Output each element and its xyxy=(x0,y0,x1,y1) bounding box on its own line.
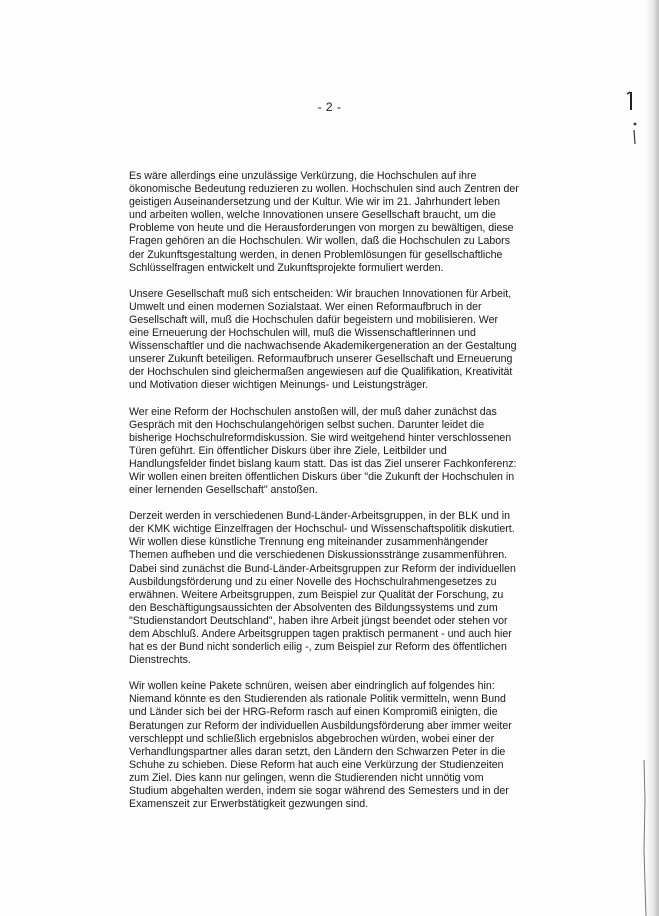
text-line: Themen aufheben und die verschiedenen Diskussionsstränge zusammenführen. xyxy=(129,549,508,562)
text-line: und Motivation dieser wichtigen Meinungs- und Leistungsträger. xyxy=(129,379,429,392)
text-line: Beratungen zur Reform der individuellen Ausbildungsförderung aber immer weiter xyxy=(129,719,512,732)
text-line: geistigen Auseinandersetzung und der Kultur. Wie wir im 21. Jahrhundert leben xyxy=(129,196,501,209)
text-line: Umwelt und einen modernen Sozialstaat. Wer einen Reformaufbruch in der xyxy=(129,300,482,313)
scan-edge-mark xyxy=(641,760,651,916)
text-line: einer lernenden Gesellschaft" anstoßen. xyxy=(129,484,318,497)
text-line: ökonomische Bedeutung reduzieren zu wollen. Hochschulen sind auch Zentren der xyxy=(129,183,519,196)
text-line: erwähnen. Weitere Arbeitsgruppen, zum Beispiel zur Qualität der Forschung, zu xyxy=(129,588,504,601)
text-line: Dabei sind zunächst die Bund-Länder-Arbeitsgruppen zur Reform der individuellen xyxy=(129,562,516,575)
paragraph-5 xyxy=(129,680,554,811)
text-line: Studium abgehalten werden, indem sie sogar während des Semesters und in der xyxy=(129,785,509,798)
text-line: Wissenschaftler und die nachwachsende Akademikergeneration an der Gestaltung xyxy=(129,340,517,353)
text-line: der Zukunftsgestaltung werden, in denen Problemlösungen für gesellschaftliche xyxy=(129,248,503,261)
text-line: Es wäre allerdings eine unzulässige Verkürzung, die Hochschulen auf ihre xyxy=(129,170,477,182)
text-line: dem Abschluß. Andere Arbeitsgruppen tagen praktisch permanent - und auch hier xyxy=(129,628,512,640)
paragraph-2 xyxy=(129,288,554,393)
text-line: Wir wollen keine Pakete schnüren, weisen aber eindringlich auf folgendes hin: xyxy=(129,680,495,693)
text-line: Unsere Gesellschaft muß sich entscheiden: Wir brauchen Innovationen für Arbeit, xyxy=(129,287,512,300)
text-line: und arbeiten wollen, welche Innovationen unsere Gesellschaft braucht, um die xyxy=(129,209,496,222)
paragraph-1 xyxy=(129,170,554,275)
text-line: Schuhe zu schieben. Diese Reform hat auch eine Verkürzung der Studienzeiten xyxy=(129,758,504,771)
text-line: Türen geführt. Ein öffentlicher Diskurs über ihre Ziele, Leitbilder und xyxy=(129,444,447,457)
text-line: eine Erneuerung der Hochschulen will, muß die Wissenschaftlerinnen und xyxy=(129,327,476,340)
document-body xyxy=(129,170,554,824)
text-line: zum Ziel. Dies kann nur gelingen, wenn die Studierenden nicht unnötig vom xyxy=(129,771,484,784)
text-line: den Beschäftigungsaussichten der Absolventen des Bildungssystems und zum xyxy=(129,601,498,614)
text-line: "Studienstandort Deutschland", haben ihre Arbeit jüngst beendet oder stehen vor xyxy=(129,614,508,627)
text-line: hat es der Bund nicht sonderlich eilig -, zum Beispiel zur Reform des öffentlichen xyxy=(129,641,507,654)
text-line: Handlungsfelder findet bislang kaum statt. Das ist das Ziel unserer Fachkonferenz: xyxy=(129,457,517,470)
text-line: Examenszeit zur Erwerbstätigkeit gezwungen sind. xyxy=(129,798,369,811)
text-line: Dienstrechts. xyxy=(129,654,191,667)
text-line: der KMK wichtige Einzelfragen der Hochschul- und Wissenschaftspolitik diskutiert. xyxy=(129,523,515,536)
text-line: Niemand könnte es den Studierenden als rationale Politik vermitteln, wenn Bund xyxy=(129,693,506,706)
text-line: Probleme von heute und die Herausforderungen von morgen zu bewältigen, diese xyxy=(129,222,514,235)
text-line: Verhandlungspartner alles daran setzt, den Ländern den Schwarzen Peter in die xyxy=(129,745,506,758)
text-line: bisherige Hochschulreformdiskussion. Sie wird weitgehend hinter verschlossenen xyxy=(129,431,512,444)
text-line: Fragen gehören an die Hochschulen. Wir wollen, daß die Hochschulen zu Labors xyxy=(129,235,511,248)
text-line: Schlüsselfragen entwickelt und Zukunftsprojekte formuliert werden. xyxy=(129,261,444,274)
scan-speck-mark xyxy=(621,88,639,148)
paragraph-4 xyxy=(129,510,554,667)
text-line: Gespräch mit den Hochschulangehörigen selbst suchen. Darunter leidet die xyxy=(129,418,485,431)
text-line: der Hochschulen sind gleichermaßen angewiesen auf die Qualifikation, Kreativität xyxy=(129,366,513,379)
text-line: Ausbildungsförderung und zu einer Novelle des Hochschulrahmengesetzes zu xyxy=(129,575,497,588)
text-line: verschleppt und schließlich ergebnislos abgebrochen würden, wobei einer der xyxy=(129,732,495,745)
text-line: unserer Zukunft beteiligen. Reformaufbruch unserer Gesellschaft und Erneuerung xyxy=(129,353,513,366)
paragraph-3 xyxy=(129,406,554,498)
page-number: - 2 - xyxy=(317,100,342,114)
text-line: Wir wollen diese künstliche Trennung eng miteinander zusammenhängender xyxy=(129,536,489,549)
text-line: Derzeit werden in verschiedenen Bund-Länder-Arbeitsgruppen, in der BLK und in xyxy=(129,510,511,523)
text-line: Gesellschaft will, muß die Hochschulen dafür begeistern und mobilisieren. Wer xyxy=(129,313,498,326)
text-line: und Länder sich bei der HRG-Reform rasch auf einen Kompromiß einigten, die xyxy=(129,706,498,719)
text-line: Wer eine Reform der Hochschulen anstoßen will, der muß daher zunächst das xyxy=(129,405,497,418)
text-line: Wir wollen einen breiten öffentlichen Diskurs über "die Zukunft der Hochschulen in xyxy=(129,470,515,483)
